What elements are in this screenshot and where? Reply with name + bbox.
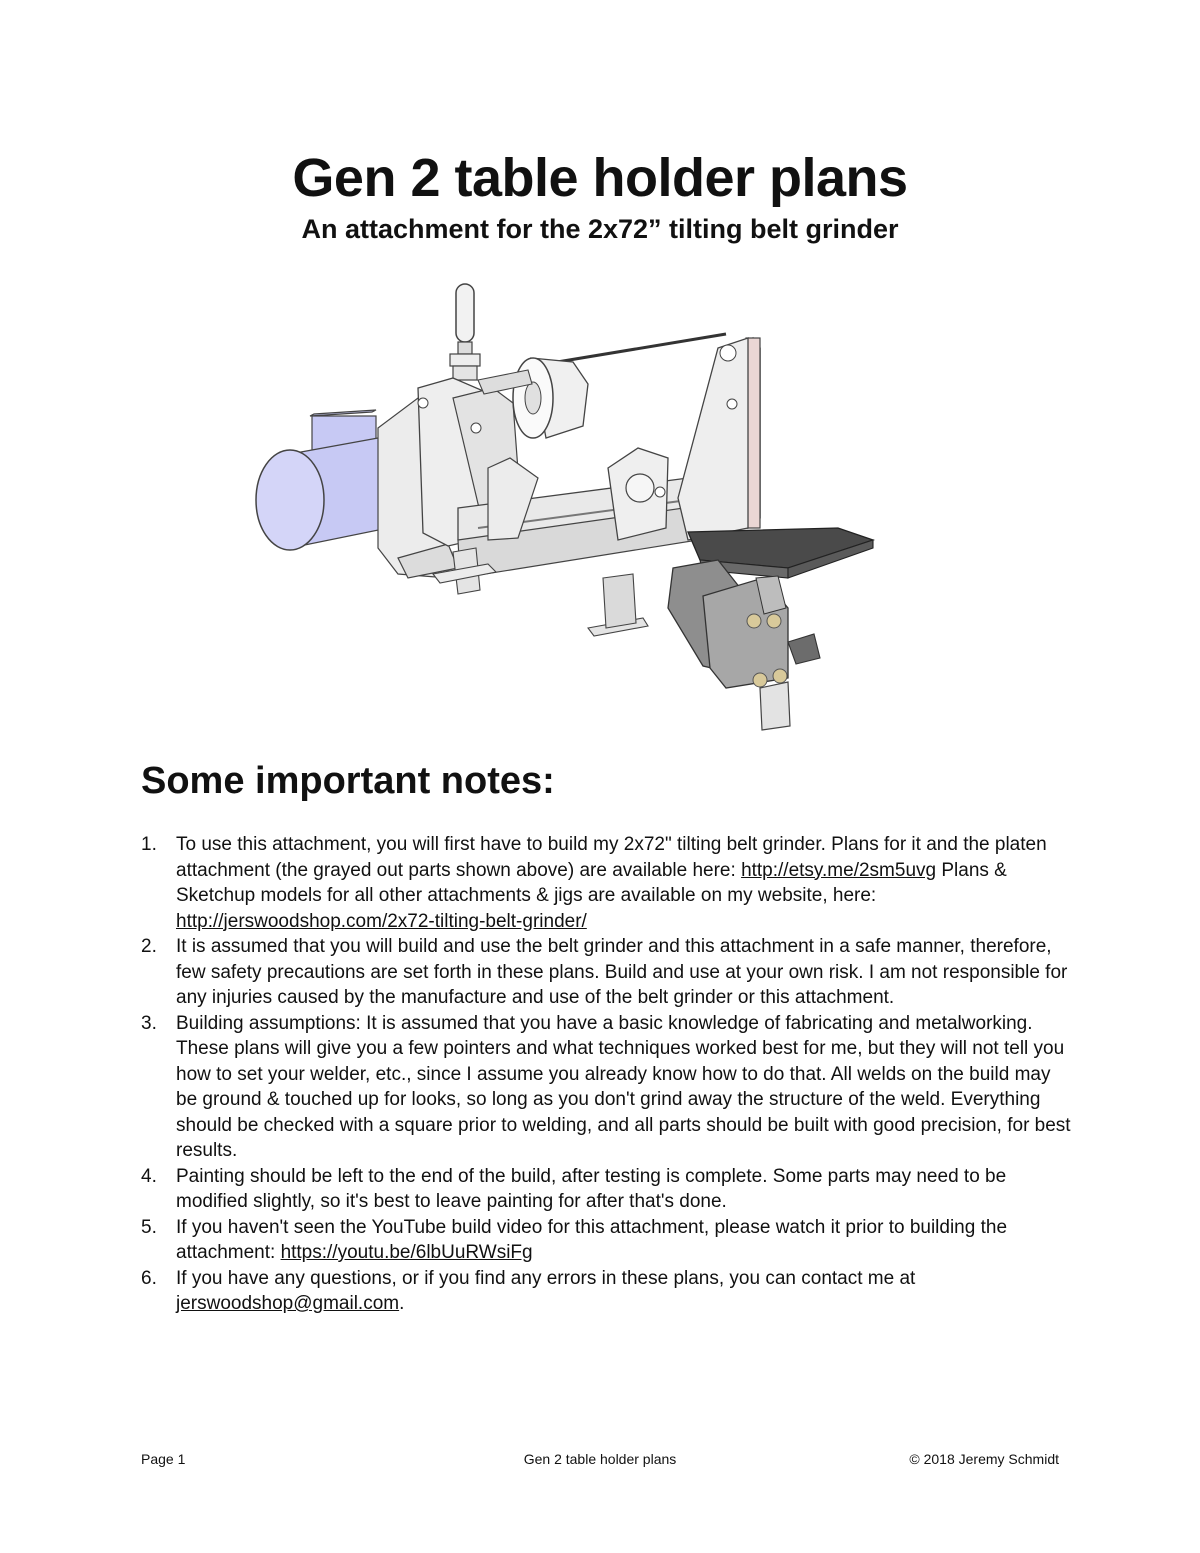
motor: [256, 410, 388, 550]
item-number: 3.: [141, 1012, 157, 1034]
belt-grinder-illustration: [248, 278, 888, 738]
email-link[interactable]: jerswoodshop@gmail.com: [176, 1293, 400, 1314]
youtube-video-link[interactable]: https://youtu.be/6lbUuRWsiFg: [280, 1242, 533, 1263]
note-text: Building assumptions: It is assumed that you have a basic knowledge of fabricating and metalworking. These plans will give you a few pointers and what techniques worked best for me, but they will not tell you how to set your welder, etc., since I assume you already know how to do that. All welds on the build may be ground & touched up for looks, so long as you don't grind away the structure of the weld. Everything should be checked with a square prior to welding, and all parts should be built with good precision, for best results.: [176, 1012, 1071, 1161]
item-number: 5.: [141, 1216, 157, 1238]
note-text: If you haven't seen the YouTube build video for this attachment, please watch it prior to building the attachment:: [176, 1216, 1008, 1263]
list-item: [141, 1164, 1071, 1215]
document-title: Gen 2 table holder plans: [292, 148, 908, 208]
note-text: .: [399, 1293, 405, 1314]
table-holder: [668, 560, 820, 730]
item-number: 6.: [141, 1267, 157, 1289]
list-item: [141, 1215, 1071, 1266]
notes-heading: Some important notes:: [141, 760, 555, 802]
item-number: 1.: [141, 834, 157, 855]
footer-title: Gen 2 table holder plans: [523, 1451, 677, 1467]
notes-list: [141, 832, 1071, 1317]
note-text: If you have any questions, or if you find any errors in these plans, you can contact me at: [176, 1267, 916, 1289]
document-subtitle: An attachment for the 2x72” tilting belt grinder: [301, 214, 899, 244]
list-item: [141, 934, 1071, 1011]
page-number: Page 1: [141, 1451, 186, 1467]
note-text: Painting should be left to the end of the build, after testing is complete. Some parts may need to be modified slightly, so it's best to leave painting for after that's done.: [176, 1165, 1007, 1212]
item-number: 4.: [141, 1165, 157, 1187]
list-item: [141, 1011, 1071, 1164]
list-item: [141, 832, 1071, 934]
etsy-plans-link[interactable]: http://etsy.me/2sm5uvg: [741, 859, 937, 881]
item-number: 2.: [141, 936, 157, 957]
note-text: It is assumed that you will build and use the belt grinder and this attachment in a safe manner, therefore, few safety precautions are set forth in these plans. Build and use at your own risk. I am not responsible for any injuries caused by the manufacture and use of the belt grinder or this attachment.: [176, 936, 1068, 1008]
list-item: [141, 1266, 1071, 1317]
copyright-notice: © 2018 Jeremy Schmidt: [909, 1451, 1059, 1467]
note-text: To use this attachment, you will first have to build my 2x72" tilting belt grinder. Plans for it and the platen attachment (the grayed out parts shown above) are available here:: [176, 834, 1047, 881]
website-link[interactable]: http://jerswoodshop.com/2x72-tilting-belt-grinder/: [176, 910, 587, 932]
tension-handle: [450, 284, 480, 380]
note-text: Plans & Sketchup models for all other attachments & jigs are available on my website, here:: [176, 859, 1007, 906]
